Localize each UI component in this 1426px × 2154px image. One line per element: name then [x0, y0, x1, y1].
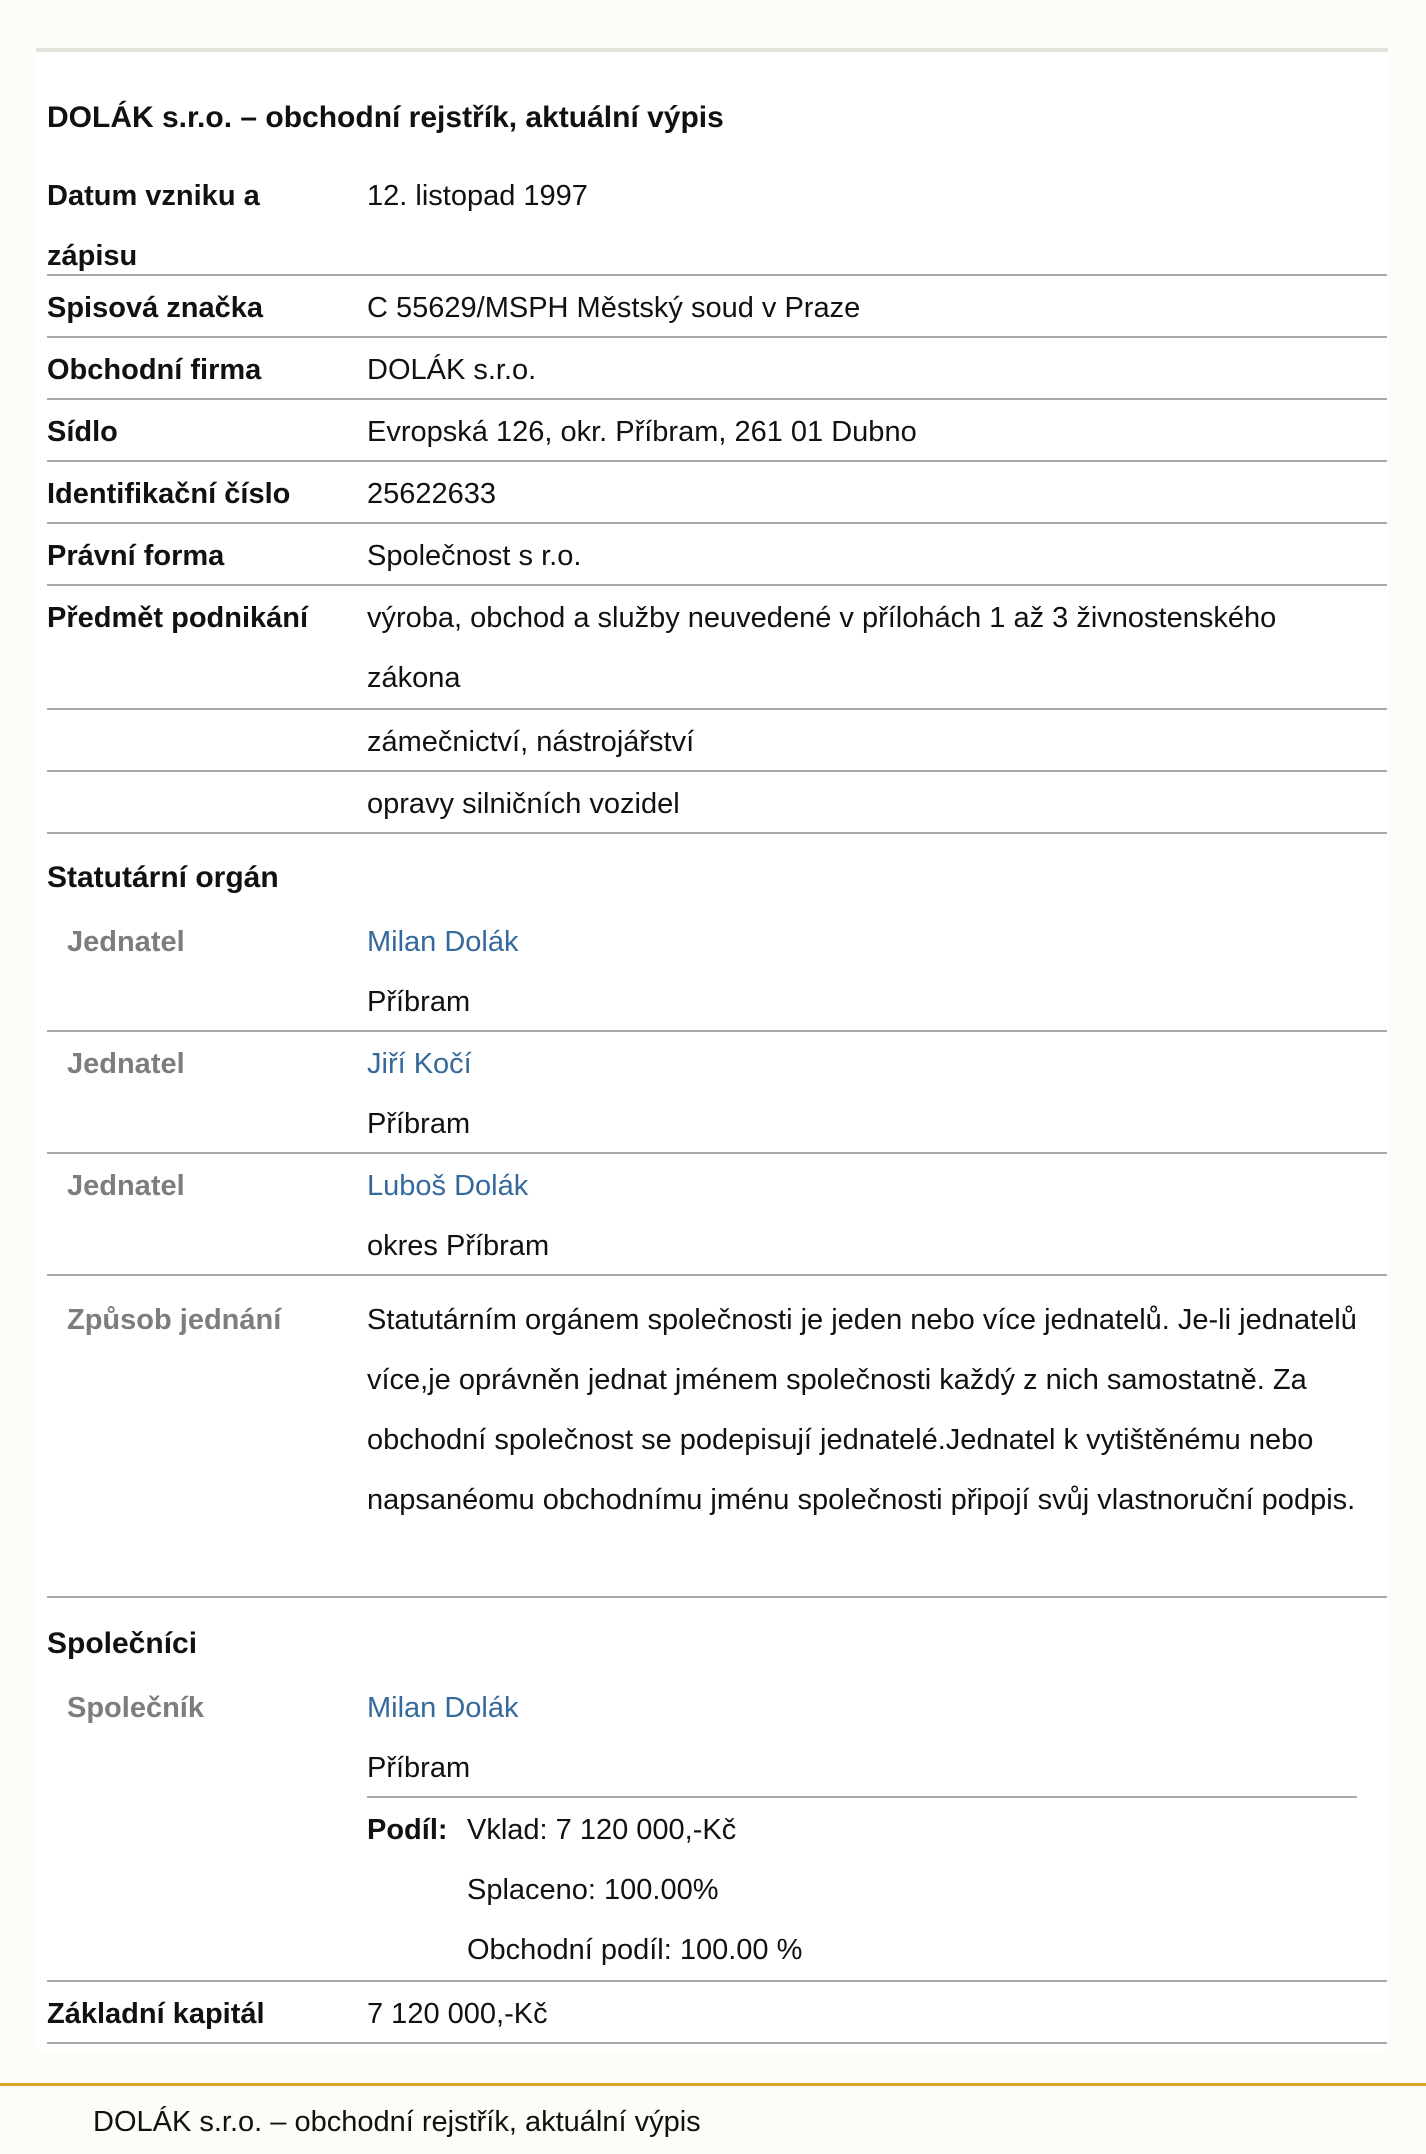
role-spolecnik: Společník: [67, 1692, 204, 1724]
label-spisova-znacka: Spisová značka: [47, 292, 263, 324]
value-zakladni-kapital: 7 120 000,-Kč: [367, 1998, 548, 2030]
podil-vklad: Vklad: 7 120 000,-Kč: [467, 1814, 737, 1846]
label-predmet-podnikani: Předmět podnikání: [47, 602, 309, 634]
divider: [47, 1596, 1387, 1598]
divider: [47, 1274, 1387, 1276]
value-predmet-2: zámečnictví, nástrojářství: [367, 726, 695, 758]
value-spisova-znacka: C 55629/MSPH Městský soud v Praze: [367, 292, 861, 324]
person-place: Příbram: [367, 1108, 471, 1140]
person-place: Příbram: [367, 1752, 471, 1784]
value-identifikacni-cislo: 25622633: [367, 478, 497, 510]
label-obchodni-firma: Obchodní firma: [47, 354, 262, 386]
role-jednatel: Jednatel: [67, 926, 185, 958]
divider: [47, 1030, 1387, 1032]
page-title: DOLÁK s.r.o. – obchodní rejstřík, aktuální výpis: [47, 101, 724, 134]
divider: [47, 522, 1387, 524]
label-zakladni-kapital: Základní kapitál: [47, 1998, 265, 2030]
divider: [47, 770, 1387, 772]
podil-splaceno: Splaceno: 100.00%: [467, 1874, 719, 1906]
registry-panel: [36, 48, 1388, 2050]
divider: [47, 708, 1387, 710]
value-sidlo: Evropská 126, okr. Příbram, 261 01 Dubno: [367, 416, 917, 448]
section-spolecnici: Společníci: [47, 1627, 198, 1660]
person-place: okres Příbram: [367, 1230, 550, 1262]
podil-obchodni: Obchodní podíl: 100.00 %: [467, 1934, 803, 1966]
person-link[interactable]: Luboš Dolák: [367, 1170, 529, 1202]
label-pravni-forma: Právní forma: [47, 540, 225, 572]
divider: [47, 274, 1387, 276]
value-predmet-1: výroba, obchod a služby neuvedené v přílohách 1 až 3 živnostenského zákona: [367, 602, 1277, 694]
label-sidlo: Sídlo: [47, 416, 118, 448]
footer-divider: [0, 2083, 1426, 2086]
value-datum-vzniku: 12. listopad 1997: [367, 180, 588, 212]
divider: [47, 1980, 1387, 1982]
role-jednatel: Jednatel: [67, 1048, 185, 1080]
footer-caption: DOLÁK s.r.o. – obchodní rejstřík, aktuální výpis: [93, 2106, 701, 2138]
divider: [47, 2042, 1387, 2044]
label-identifikacni-cislo: Identifikační číslo: [47, 478, 291, 510]
divider: [47, 460, 1387, 462]
divider: [47, 336, 1387, 338]
podil-label: Podíl:: [367, 1814, 448, 1846]
divider: [47, 832, 1387, 834]
person-link[interactable]: Milan Dolák: [367, 1692, 519, 1724]
person-link[interactable]: Jiří Kočí: [367, 1048, 472, 1080]
value-predmet-3: opravy silničních vozidel: [367, 788, 680, 820]
divider: [47, 584, 1387, 586]
person-place: Příbram: [367, 986, 471, 1018]
section-statutarni-organ: Statutární orgán: [47, 861, 279, 894]
value-obchodni-firma: DOLÁK s.r.o.: [367, 354, 537, 386]
role-jednatel: Jednatel: [67, 1170, 185, 1202]
divider: [367, 1796, 1357, 1798]
value-zpusob-jednani: Statutárním orgánem společnosti je jeden nebo více jednatelů. Je-li jednatelů více,je oprávněn jednat jménem společnosti každý z nich samostatně. Za obchodní společnost se podepisují jednatelé.Jednatel k vytištěnému nebo napsanéomu obchodnímu jménu společnosti připojí svůj vlastnoruční podpis.: [367, 1304, 1357, 1516]
value-pravni-forma: Společnost s r.o.: [367, 540, 582, 572]
divider: [47, 1152, 1387, 1154]
label-datum-vzniku: Datum vzniku a zápisu: [47, 180, 260, 272]
person-link[interactable]: Milan Dolák: [367, 926, 519, 958]
label-zpusob-jednani: Způsob jednání: [67, 1304, 282, 1336]
divider: [47, 398, 1387, 400]
